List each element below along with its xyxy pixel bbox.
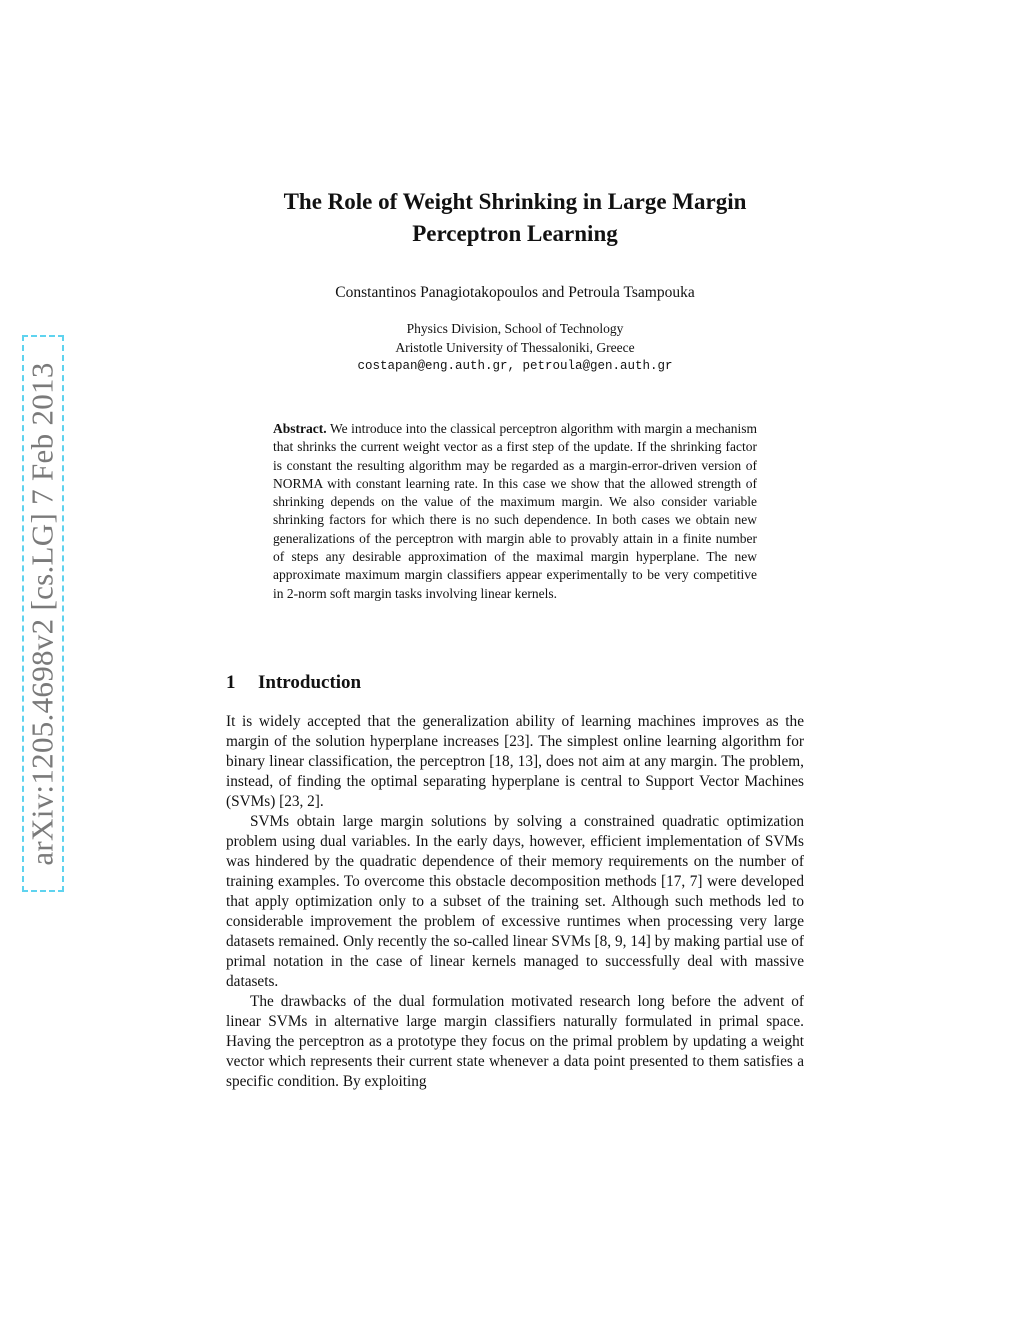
arxiv-identifier-text: arXiv:1205.4698v2 [cs.LG] 7 Feb 2013 <box>25 361 61 866</box>
paragraph-3: The drawbacks of the dual formulation motivated research long before the advent of linear SVMs in alternative large margin classifiers naturally formulated in primal space. Having the perceptron as a prototype they focus on the primal problem by updating a weight vector which represents their current state whenever a data point presented to them satisfies a specific condition. By exploiting <box>226 993 804 1090</box>
paragraph-1: It is widely accepted that the generalization ability of learning machines improves as the margin of the solution hyperplane increases [23]. The simplest online learning algorithm for binary linear classification, the perceptron [18, 13], does not aim at any margin. The problem, instead, of finding the optimal separating hyperplane is central to Support Vector Machines (SVMs) [23, 2]. <box>226 713 804 810</box>
section-heading-introduction <box>226 672 361 694</box>
paper-authors: Constantinos Panagiotakopoulos and Petroula Tsampouka <box>335 284 695 301</box>
introduction-body <box>226 712 804 1092</box>
title-line-2: Perceptron Learning <box>412 221 618 246</box>
paragraph-2: SVMs obtain large margin solutions by solving a constrained quadratic optimization problem using dual variables. In the early days, however, efficient implementation of SVMs was hindered by the quadratic dependence of their memory requirements on the number of training examples. To overcome this obstacle decomposition methods [17, 7] were developed that apply optimization only to a subset of the training set. Although such methods led to considerable improvement the problem of excessive runtimes when processing very large datasets remained. Only recently the so-called linear SVMs [8, 9, 14] by making partial use of primal notation in the case of linear kernels managed to successfully deal with massive datasets. <box>226 813 804 990</box>
abstract-text: We introduce into the classical perceptron algorithm with margin a mechanism that shrinks the current weight vector as a first step of the update. If the shrinking factor is constant the resulting algorithm may be regarded as a margin-error-driven version of NORMA with constant learning rate. In this case we show that the allowed strength of shrinking depends on the value of the maximum margin. We also consider variable shrinking factors for which there is no such dependence. In both cases we obtain new generalizations of the perceptron with margin able to provably attain in a finite number of steps any desirable approximation of the maximal margin hyperplane. The new approximate maximum margin classifiers appear experimentally to be very competitive in 2-norm soft margin tasks involving linear kernels. <box>273 421 757 601</box>
paper-title <box>228 186 802 250</box>
author-emails: costapan@eng.auth.gr, petroula@gen.auth.gr <box>357 359 673 373</box>
abstract-label: Abstract. <box>273 421 327 436</box>
author-affiliation <box>228 319 802 376</box>
abstract-block <box>273 420 757 603</box>
title-line-1: The Role of Weight Shrinking in Large Margin <box>283 189 747 214</box>
affiliation-line-1: Physics Division, School of Technology <box>406 321 624 336</box>
section-title: Introduction <box>258 672 362 693</box>
affiliation-line-2: Aristotle University of Thessaloniki, Greece <box>395 340 635 355</box>
section-number: 1 <box>226 672 236 693</box>
arxiv-identifier-stamp <box>22 335 64 892</box>
